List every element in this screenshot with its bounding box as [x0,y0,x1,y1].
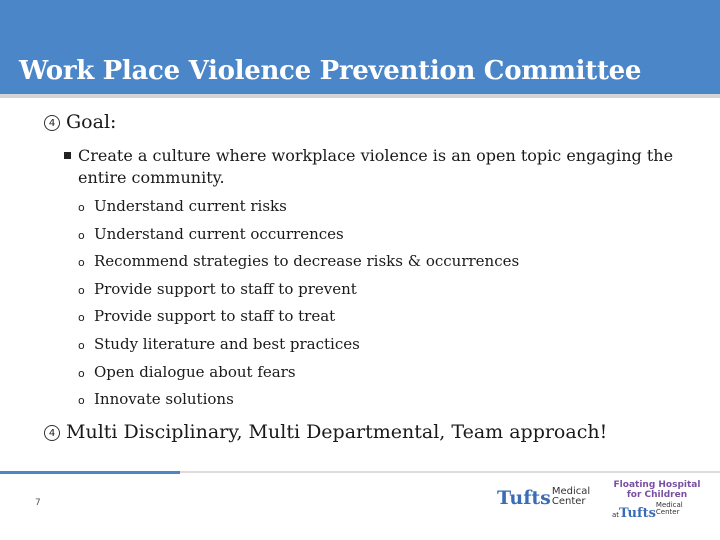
sub-item [78,390,234,408]
sub-item-text: Provide support to staff to treat [94,307,336,325]
logo-tufts-text: Tufts [497,487,551,509]
sub-item-text: Understand current risks [94,197,287,215]
slide-title: Work Place Violence Prevention Committee [19,56,642,86]
circle-bullet-icon: o [78,229,85,242]
sub-item [78,280,357,298]
logo-center-text: Center [655,508,680,516]
sub-item [78,252,519,270]
sub-item [78,307,335,325]
sub-item [78,197,287,215]
circle-bullet-icon: o [78,367,85,380]
logo-for-children-text: for Children [626,490,688,500]
square-bullet-icon [64,152,71,159]
approach-bullet [44,421,607,443]
logo-medical-text: Medical [551,486,591,497]
sub-item [78,363,296,381]
sub-item-text: Study literature and best practices [94,335,360,353]
circle-bullet-icon: o [78,201,85,214]
sub-item [78,335,360,353]
page-number: 7 [35,498,41,508]
approach-text: Multi Disciplinary, Multi Departmental, Team approach! [66,421,608,443]
circled-4-icon: 4 [44,115,60,131]
sub-item-text: Understand current occurrences [94,225,344,243]
sub-item-text: Recommend strategies to decrease risks & occurrences [94,252,520,270]
floating-hospital-logo [612,480,702,521]
circle-bullet-icon: o [78,311,85,324]
logo-medical-text: Medical [655,501,683,509]
title-divider [0,94,720,98]
circle-bullet-icon: o [78,256,85,269]
sub-item [78,225,344,243]
logo-floating-hospital-text: Floating Hospital [613,480,701,490]
main-point [64,145,684,189]
circle-bullet-icon: o [78,284,85,297]
sub-item-text: Innovate solutions [94,390,234,408]
goal-label: Goal: [66,111,117,133]
logo-at-text: at [612,511,620,519]
main-point-text: Create a culture where workplace violence is an open topic engaging the entire community. [78,146,674,187]
circle-bullet-icon: o [78,339,85,352]
logo-tufts-text: Tufts [619,506,656,521]
circled-4-icon: 4 [44,425,60,441]
goal-bullet [44,111,116,133]
sub-item-text: Open dialogue about fears [94,363,296,381]
circle-bullet-icon: o [78,394,85,407]
sub-item-text: Provide support to staff to prevent [94,280,357,298]
footer-accent-bar [0,471,180,474]
logo-center-text: Center [551,496,586,507]
tufts-medical-center-logo [497,487,590,509]
